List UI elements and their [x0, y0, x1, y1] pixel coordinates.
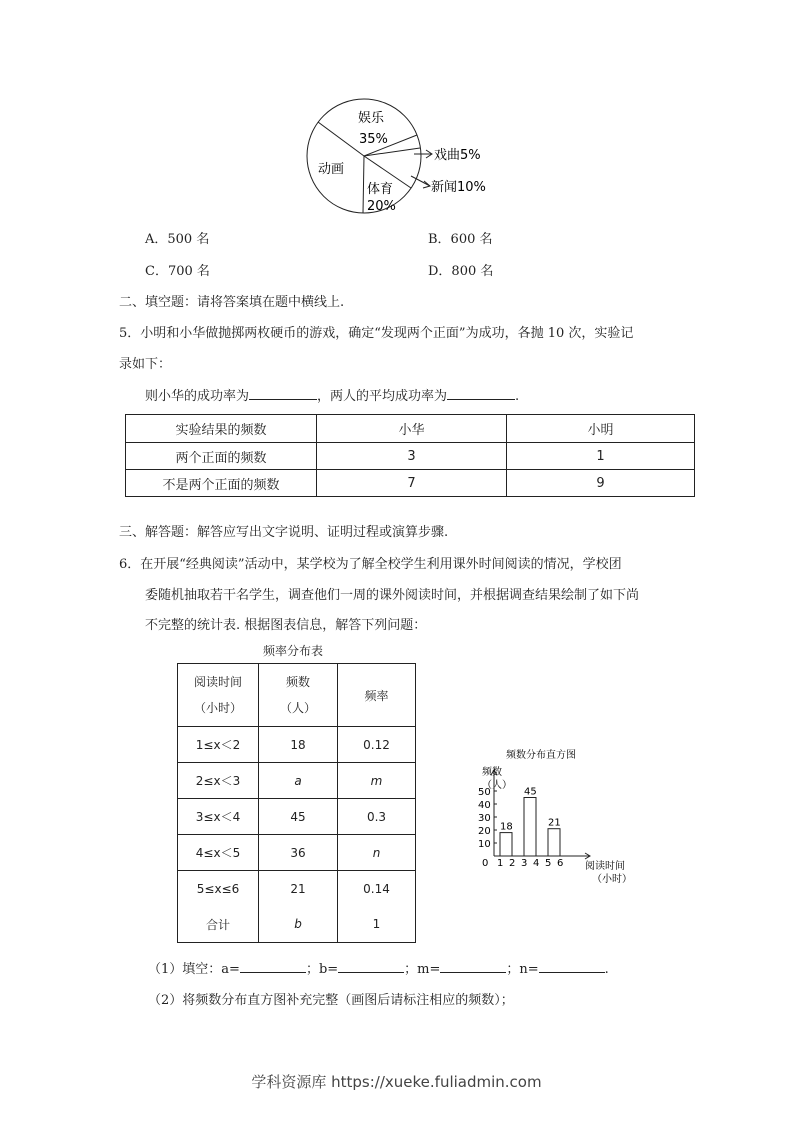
histogram-x-tick-label: 4: [533, 858, 540, 869]
q5-header-xiaoming: 小明: [507, 415, 695, 443]
freq-header-count-a: 频数: [285, 675, 310, 689]
q6-sub2: （2）将频数分布直方图补充完整（画图后请标注相应的频数）；: [148, 993, 514, 1008]
histogram-xlabel-b: （小时）: [592, 874, 632, 885]
q5-header-xiaohua: 小华: [317, 415, 507, 443]
histogram-y-tick-label: 20: [478, 826, 491, 837]
pie-label-entertainment: 娱乐: [358, 111, 385, 126]
q6-line3: 不完整的统计表. 根据图表信息，解答下列问题：: [145, 618, 427, 633]
pie-value-entertainment: 35%: [359, 132, 388, 147]
freq-row1-rate: 0.12: [338, 727, 416, 763]
histogram-y-tick-label: 0: [482, 858, 489, 869]
histogram-ylabel-b: （人）: [482, 780, 512, 791]
freq-row5-count: 21: [259, 871, 338, 907]
option-b: B．600 名: [428, 232, 493, 247]
histogram-y-tick-label: 10: [478, 839, 491, 850]
freq-row3-count: 45: [259, 799, 338, 835]
freq-row2-time: 2≤x＜3: [178, 763, 259, 799]
histogram-bar-label: 21: [548, 817, 561, 829]
freq-table-title: 频率分布表: [263, 644, 324, 658]
option-c: C．700 名: [145, 264, 210, 279]
option-d: D．800 名: [428, 264, 494, 279]
footer-text: 学科资源库 https://xueke.fuliadmin.com: [251, 1073, 542, 1091]
freq-header-time: [178, 664, 259, 727]
freq-row3-rate: 0.3: [338, 799, 416, 835]
q5-fill-end: .: [515, 389, 520, 404]
freq-row5-time: 5≤x≤6: [178, 871, 259, 907]
freq-header-rate: 频率: [338, 664, 416, 727]
histogram-y-tick-label: 30: [478, 813, 491, 824]
histogram-xlabel-a: 阅读时间: [585, 861, 625, 872]
freq-header-time-a: 阅读时间: [193, 675, 242, 689]
freq-row4-rate: n: [338, 835, 416, 871]
q5-fill-b: ，两人的平均成功率为: [317, 389, 448, 404]
q6-sub1-b: ；b=: [305, 962, 339, 977]
q6-blank-n[interactable]: [539, 960, 605, 973]
q5-line1: 5．小明和小华做抛掷两枚硬币的游戏，确定“发现两个正面”为成功，各抛 10 次，实验记: [119, 326, 634, 341]
q5-header-result: 实验结果的频数: [126, 415, 317, 443]
freq-total-label: 合计: [178, 907, 259, 943]
q6-blank-b[interactable]: [338, 960, 404, 973]
q5-blank-1[interactable]: [249, 387, 317, 400]
pie-label-opera: 戏曲5%: [434, 148, 481, 163]
freq-total-rate: 1: [338, 907, 416, 943]
q5-table: [125, 414, 695, 497]
histogram-ylabel-a: 频数: [482, 767, 502, 778]
q5-row2-xiaohua: 7: [317, 470, 507, 497]
freq-row3-time: 3≤x＜4: [178, 799, 259, 835]
q5-row2-xiaoming: 9: [507, 470, 695, 497]
q6-line1: 6．在开展“经典阅读”活动中，某学校为了解全校学生利用课外时间阅读的情况，学校团: [119, 557, 622, 572]
freq-row1-count: 18: [259, 727, 338, 763]
q5-row2-label: 不是两个正面的频数: [126, 470, 317, 497]
q5-row1-xiaoming: 1: [507, 443, 695, 470]
q6-blank-m[interactable]: [440, 960, 506, 973]
q6-sub1-m: ；m=: [404, 962, 441, 977]
pie-label-animation: 动画: [318, 162, 345, 177]
freq-header-count-b: （人）: [279, 701, 316, 715]
histogram-y-tick-label: 50: [478, 787, 491, 798]
pie-label-sports: 体育: [367, 182, 394, 197]
freq-row2-count: a: [259, 763, 338, 799]
histogram-bar: [500, 833, 512, 856]
q5-row1-xiaohua: 3: [317, 443, 507, 470]
q6-sub1-n: ；n=: [506, 962, 539, 977]
freq-row5-rate: 0.14: [338, 871, 416, 907]
histogram-bar-label: 18: [500, 821, 513, 833]
q6-line2: 委随机抽取若干名学生，调查他们一周的课外阅读时间，并根据调查结果绘制了如下尚: [145, 588, 640, 603]
q5-line2: 录如下：: [119, 357, 172, 372]
q5-row1-label: 两个正面的频数: [126, 443, 317, 470]
freq-row1-time: 1≤x＜2: [178, 727, 259, 763]
histogram: [470, 744, 650, 890]
section-2-heading: 二、填空题：请将答案填在题中横线上.: [119, 295, 345, 310]
freq-header-count: [259, 664, 338, 727]
q5-blank-2[interactable]: [447, 387, 515, 400]
freq-row4-time: 4≤x＜5: [178, 835, 259, 871]
freq-row2-rate: m: [338, 763, 416, 799]
freq-row4-count: 36: [259, 835, 338, 871]
histogram-x-tick-label: 2: [509, 858, 516, 869]
histogram-x-tick-label: 6: [557, 858, 564, 869]
pie-label-news: 新闻10%: [431, 180, 486, 195]
q5-fill-a: 则小华的成功率为: [145, 389, 250, 404]
q6-blank-a[interactable]: [240, 960, 306, 973]
freq-table: [177, 663, 416, 943]
histogram-bar: [548, 829, 560, 856]
histogram-x-tick-label: 3: [521, 858, 528, 869]
q6-sub1-end: .: [604, 962, 609, 977]
q6-sub1-a: a=: [221, 962, 240, 977]
q6-sub1-label: （1）填空：: [148, 962, 222, 977]
section-3-heading: 三、解答题：解答应写出文字说明、证明过程或演算步骤.: [119, 525, 449, 540]
option-a: A．500 名: [145, 232, 210, 247]
q5-fill-line: [145, 385, 519, 404]
histogram-x-tick-label: 5: [545, 858, 552, 869]
pie-value-sports: 20%: [367, 199, 396, 214]
histogram-title: 频数分布直方图: [506, 750, 576, 761]
freq-total-count: b: [259, 907, 338, 943]
freq-header-time-b: （小时）: [193, 701, 242, 715]
histogram-bar: [524, 798, 536, 857]
histogram-x-tick-label: 1: [497, 858, 504, 869]
histogram-bar-label: 45: [524, 786, 537, 798]
pie-chart: [300, 98, 530, 222]
q6-sub1: [148, 958, 609, 977]
histogram-y-tick-label: 40: [478, 800, 491, 811]
